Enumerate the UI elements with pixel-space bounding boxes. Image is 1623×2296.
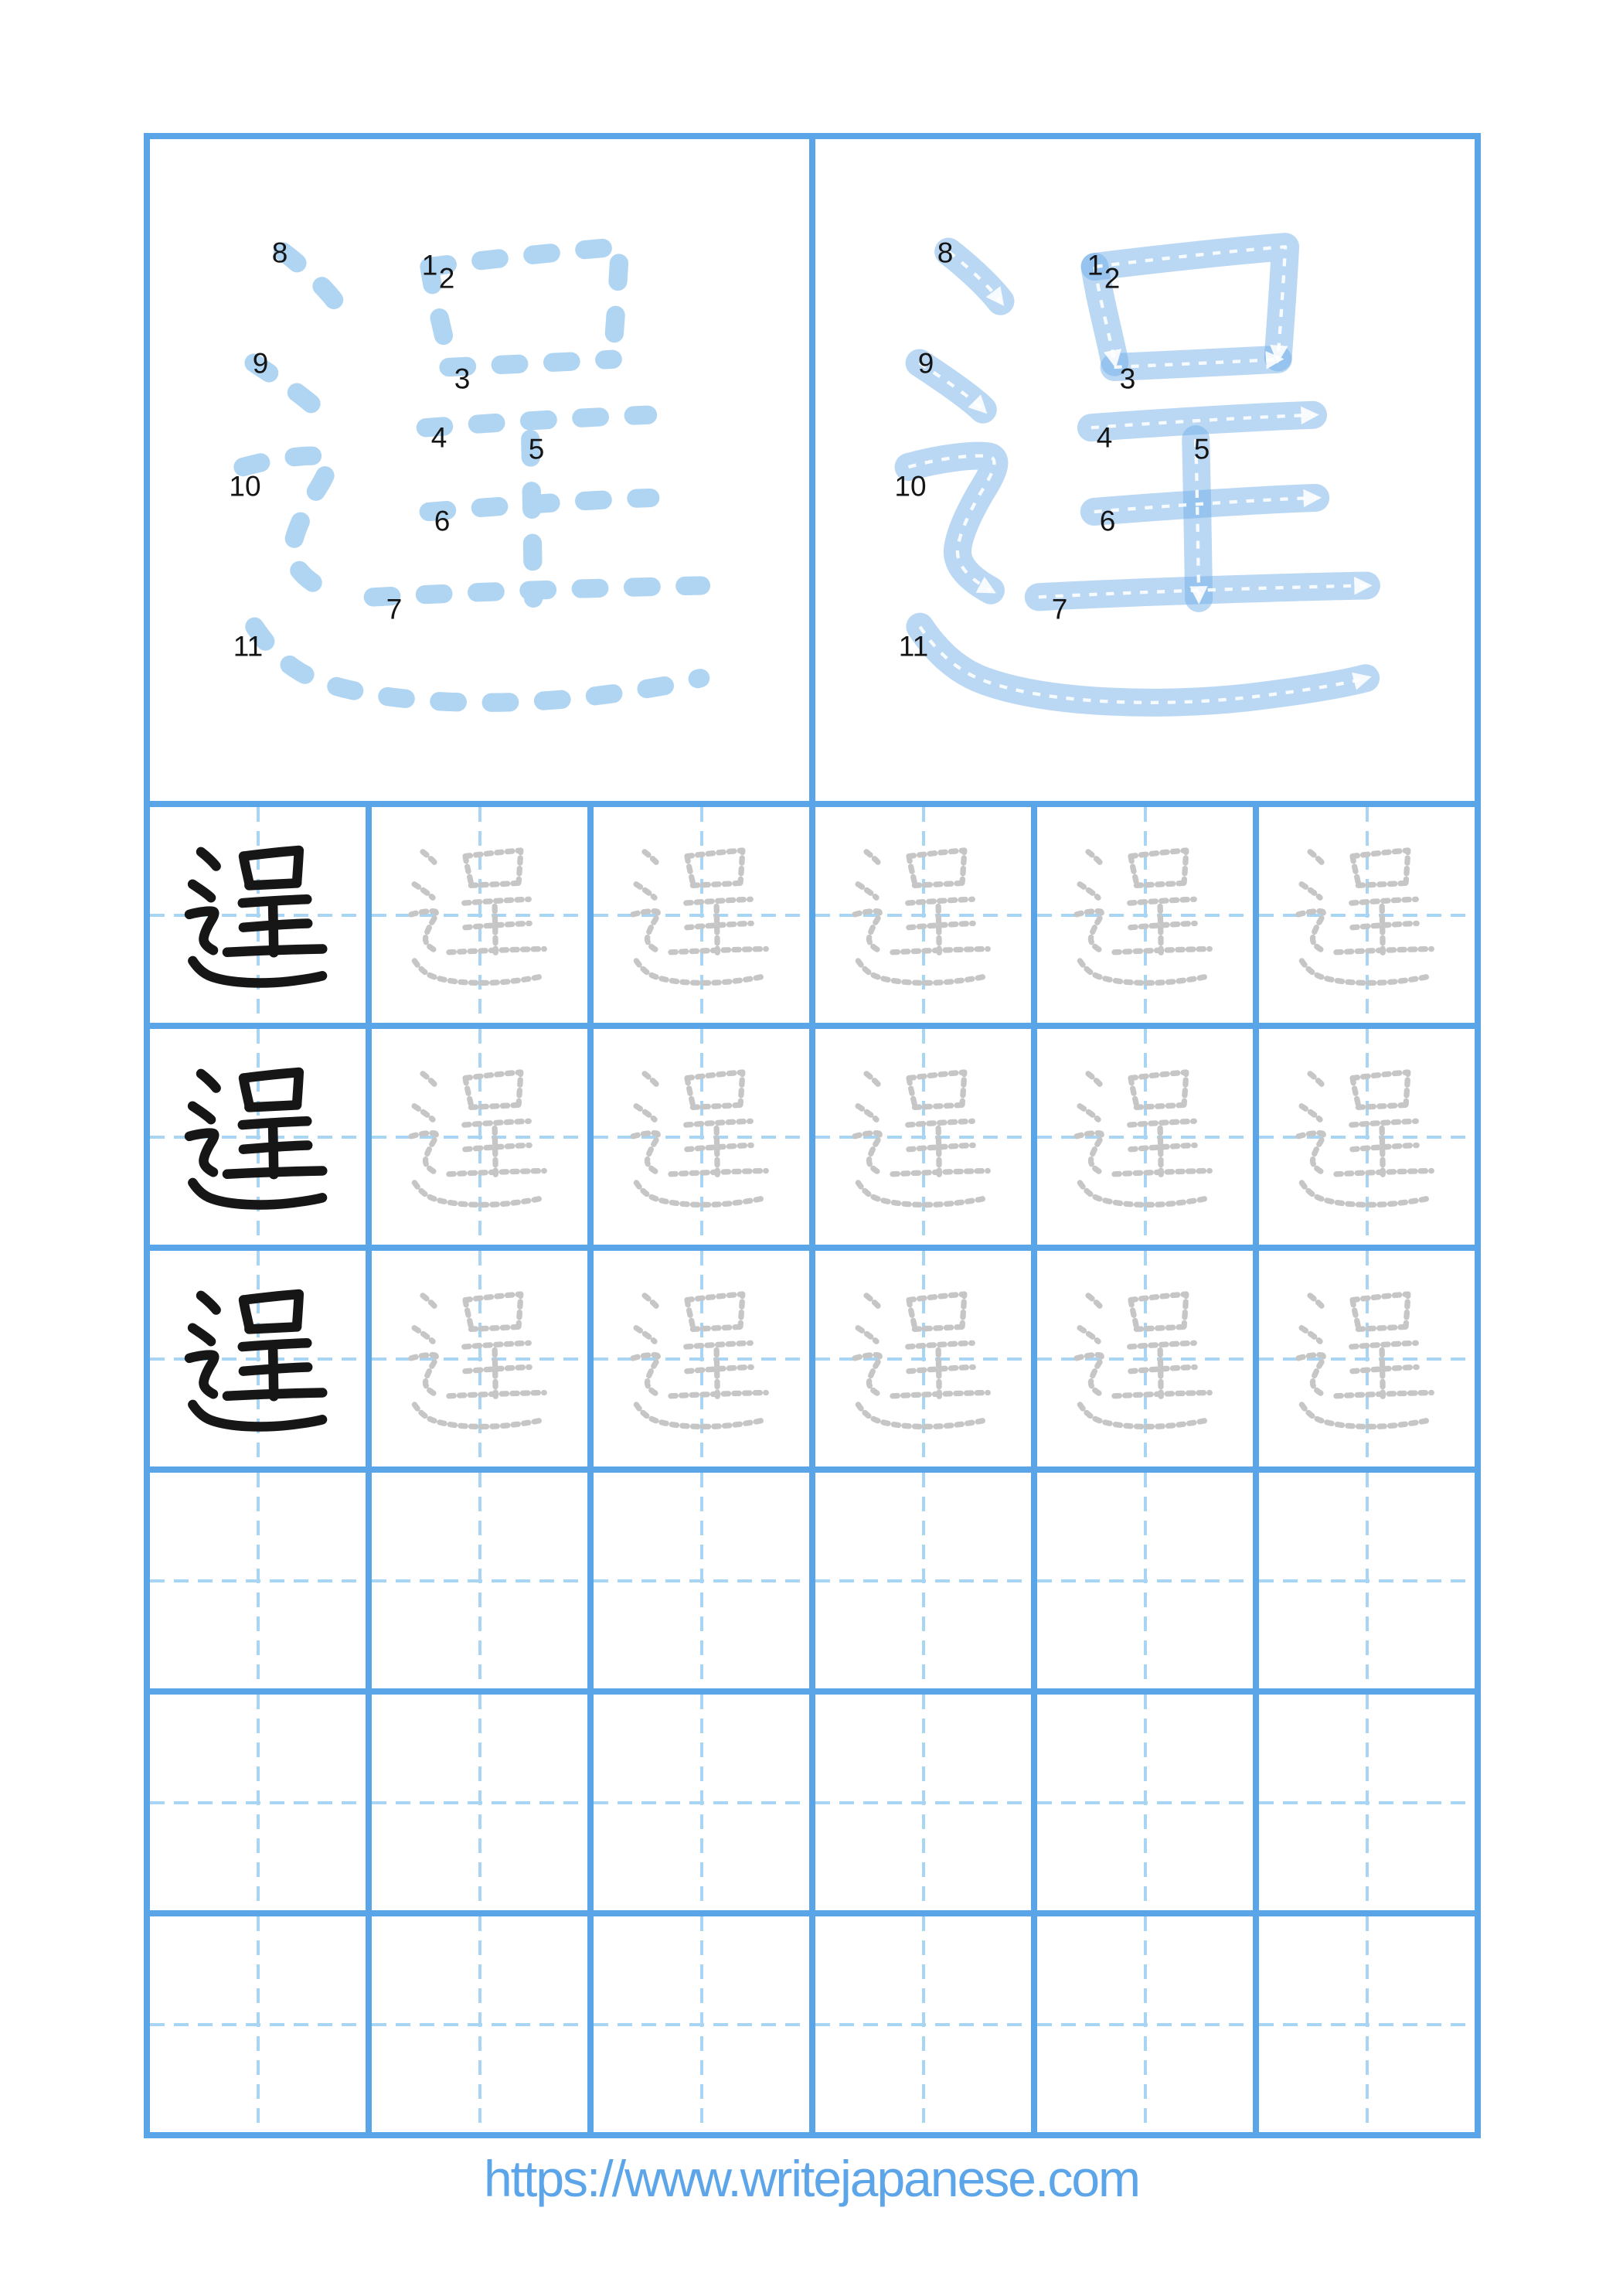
kanji-stroke-path (858, 960, 988, 983)
kanji-stroke-path (914, 1327, 962, 1329)
kanji-stroke-path (687, 1078, 693, 1105)
kanji-stroke-path (1335, 949, 1431, 952)
cell-guide-vertical (257, 1916, 260, 2132)
kanji-stroke-path (249, 883, 297, 885)
kanji-stroke-path (687, 850, 743, 883)
kanji-stroke-path (192, 960, 322, 983)
kanji-stroke-path (411, 1354, 436, 1394)
kanji-stroke-path (1352, 1300, 1359, 1327)
stroke-number-1: 1 (1087, 249, 1104, 281)
kanji-stroke-path (858, 1404, 988, 1426)
kanji-example-black (162, 1041, 354, 1233)
kanji-stroke-path (858, 1327, 876, 1341)
stroke-number-9: 9 (917, 347, 934, 380)
kanji-stroke-path (938, 906, 939, 952)
practice-cell-r5-c5 (1037, 1695, 1253, 1910)
kanji-stroke-path (464, 1121, 529, 1125)
cell-guide-vertical (700, 1473, 703, 1688)
kanji-stroke-path (692, 883, 740, 885)
kanji-example-black (162, 1263, 354, 1455)
stroke-number-8: 8 (937, 237, 954, 269)
kanji-stroke-path (426, 415, 648, 428)
kanji-stroke-path (1358, 1105, 1406, 1107)
kanji-stroke-path (686, 1343, 750, 1347)
practice-cell-r6-c3 (594, 1916, 809, 2132)
stroke-number-8: 8 (271, 237, 288, 269)
kanji-stroke-path (192, 1327, 211, 1341)
stroke-number-10: 10 (229, 470, 261, 502)
kanji-stroke-path (914, 1105, 962, 1107)
kanji-stroke-path (907, 1121, 972, 1125)
practice-cell-r2-c3 (594, 1029, 809, 1245)
kanji-stroke-path (1352, 923, 1416, 927)
kanji-stroke-path (1358, 1327, 1406, 1329)
kanji-stroke-path (192, 1404, 322, 1426)
kanji-stroke-path (1131, 1300, 1137, 1327)
kanji-stroke-path (855, 1354, 880, 1394)
stroke-number-9: 9 (252, 347, 269, 380)
kanji-stroke-path (670, 949, 765, 952)
kanji-stroke-path (866, 1073, 882, 1088)
kanji-stroke-path (1080, 1105, 1098, 1119)
practice-cell-r1-c2 (372, 807, 587, 1023)
kanji-trace-gray (1050, 1263, 1241, 1455)
kanji-trace-gray (384, 819, 576, 1011)
kanji-stroke-path (914, 883, 962, 885)
kanji-stroke-path (1088, 1295, 1104, 1310)
kanji-stroke-path (908, 1145, 972, 1149)
kanji-stroke-path (1129, 1121, 1194, 1125)
stroke-number-5: 5 (1193, 433, 1210, 465)
kanji-stroke-path (1301, 1105, 1320, 1119)
kanji-stroke-path (465, 1078, 471, 1105)
kanji-stroke-path (414, 1105, 433, 1119)
kanji-trace-gray (828, 819, 1019, 1011)
kanji-stroke-path (645, 1073, 660, 1088)
kanji-stroke-path (1352, 1145, 1416, 1149)
footer-url: https://www.writejapanese.com (483, 2150, 1140, 2207)
practice-cell-r3-c3 (594, 1251, 809, 1467)
stroke-number-3: 3 (1119, 363, 1136, 395)
kanji-stroke-path (687, 1072, 743, 1105)
kanji-trace-gray (606, 1041, 798, 1233)
kanji-stroke-path (1136, 1105, 1184, 1107)
cell-guide-vertical (700, 1916, 703, 2132)
kanji-stroke-path (1077, 1133, 1101, 1172)
practice-cell-r3-c2 (372, 1251, 587, 1467)
practice-cell-r4-c5 (1037, 1473, 1253, 1688)
kanji-stroke-path (449, 359, 613, 367)
kanji-stroke-path (716, 906, 717, 952)
kanji-stroke-path (1351, 1121, 1416, 1125)
kanji-stroke-path (243, 923, 307, 927)
kanji-stroke-path (692, 1327, 740, 1329)
kanji-stroke-path (1298, 1354, 1323, 1394)
kanji-stroke-path (254, 627, 700, 703)
kanji-stroke-path (1088, 851, 1104, 866)
kanji-stroke-path (249, 1327, 297, 1329)
kanji-stroke-path (448, 949, 543, 952)
kanji-stroke-path (414, 1327, 433, 1341)
kanji-stroke-path (1131, 850, 1186, 883)
kanji-stroke-path (1351, 1343, 1416, 1347)
kanji-stroke-path (192, 884, 211, 898)
kanji-trace-gray (1050, 819, 1241, 1011)
practice-cell-r5-c6 (1259, 1695, 1475, 1910)
kanji-stroke-path (855, 911, 880, 950)
kanji-stroke-path (636, 1327, 655, 1341)
kanji-stroke-path (1352, 1367, 1416, 1371)
cell-guide-vertical (257, 1695, 260, 1910)
kanji-trace-gray (384, 1041, 576, 1233)
kanji-stroke-path (1129, 1343, 1194, 1347)
practice-cell-r4-c1 (150, 1473, 366, 1688)
practice-cell-r5-c3 (594, 1695, 809, 1910)
kanji-stroke-path (1160, 906, 1161, 952)
kanji-stroke-path (907, 899, 972, 903)
stroke-number-4: 4 (430, 421, 447, 454)
kanji-stroke-path (909, 856, 915, 884)
kanji-stroke-path (411, 911, 436, 950)
practice-cell-r5-c4 (815, 1695, 1031, 1910)
kanji-stroke-path (892, 1170, 987, 1174)
kanji-stroke-path (471, 1327, 519, 1329)
stroke-number-5: 5 (528, 433, 545, 465)
kanji-stroke-path (1130, 923, 1194, 927)
kanji-stroke-path (716, 1128, 717, 1174)
kanji-trace-gray (1050, 1041, 1241, 1233)
kanji-stroke-path (907, 1343, 972, 1347)
practice-cell-r5-c2 (372, 1695, 587, 1910)
practice-cell-r4-c4 (815, 1473, 1031, 1688)
kanji-example-black (162, 819, 354, 1011)
kanji-stroke-path (1114, 1392, 1209, 1395)
kanji-stroke-path (192, 1105, 211, 1119)
cell-guide-vertical (1366, 1473, 1369, 1688)
kanji-stroke-path (1114, 1170, 1209, 1174)
stroke-number-7: 7 (1051, 593, 1068, 625)
cell-guide-vertical (1144, 1916, 1147, 2132)
kanji-stroke-path (226, 949, 322, 952)
practice-cell-r1-c3 (594, 807, 809, 1023)
kanji-stroke-path (201, 1295, 216, 1310)
kanji-stroke-path (1131, 1078, 1137, 1105)
stroke-number-6: 6 (1099, 505, 1116, 537)
kanji-stroke-path (636, 960, 766, 983)
kanji-stroke-path (858, 1105, 876, 1119)
kanji-stroke-path (908, 1367, 972, 1371)
kanji-stroke-path (938, 1128, 939, 1174)
kanji-stroke-path (465, 1072, 521, 1105)
practice-cell-r6-c5 (1037, 1916, 1253, 2132)
cell-guide-vertical (1144, 1473, 1147, 1688)
kanji-stroke-path (243, 1367, 307, 1371)
cell-guide-vertical (1366, 1695, 1369, 1910)
kanji-stroke-path (636, 1105, 655, 1119)
stroke-order-section (144, 133, 1481, 807)
kanji-stroke-path (633, 1354, 658, 1394)
kanji-stroke-path (1114, 949, 1209, 952)
kanji-stroke-path (189, 1354, 214, 1394)
cell-guide-vertical (478, 1473, 481, 1688)
kanji-trace-gray (384, 1263, 576, 1455)
kanji-trace-gray (828, 1263, 1019, 1455)
kanji-stroke-path (1301, 1327, 1320, 1341)
kanji-stroke-path (1358, 883, 1406, 885)
cell-guide-vertical (257, 1473, 260, 1688)
kanji-stroke-path (464, 1343, 529, 1347)
kanji-stroke-path (1382, 1350, 1383, 1396)
kanji-stroke-path (938, 1350, 939, 1396)
kanji-stroke-path (1352, 1078, 1359, 1105)
stroke-number-7: 7 (386, 593, 403, 625)
kanji-stroke-path (1298, 1133, 1323, 1172)
kanji-stroke-path (1301, 960, 1431, 983)
practice-cell-r2-c6 (1259, 1029, 1475, 1245)
kanji-stroke-path (1160, 1128, 1161, 1174)
kanji-stroke-path (1335, 1392, 1431, 1395)
stroke-order-diagram-dashed (150, 139, 809, 801)
kanji-stroke-path (471, 1105, 519, 1107)
kanji-stroke-path (636, 1182, 766, 1204)
practice-cell-r2-c2 (372, 1029, 587, 1245)
kanji-stroke-path (1352, 850, 1408, 883)
kanji-stroke-path (1335, 1170, 1431, 1174)
stroke-number-11: 11 (898, 630, 929, 663)
kanji-stroke-path (414, 960, 544, 983)
practice-cell-r5-c1 (150, 1695, 366, 1910)
stroke-number-6: 6 (434, 505, 451, 537)
kanji-stroke-path (909, 1300, 915, 1327)
kanji-stroke-path (249, 1105, 297, 1107)
kanji-stroke-path (429, 498, 650, 512)
kanji-stroke-path (1131, 856, 1137, 884)
kanji-stroke-path (192, 1182, 322, 1204)
kanji-stroke-path (423, 1073, 438, 1088)
kanji-trace-gray (1271, 819, 1463, 1011)
practice-cell-r4-c2 (372, 1473, 587, 1688)
kanji-stroke-path (1080, 1182, 1210, 1204)
stroke-number-11: 11 (233, 630, 264, 663)
kanji-stroke-path (645, 851, 660, 866)
kanji-stroke-path (464, 923, 529, 927)
kanji-stroke-path (1136, 883, 1184, 885)
kanji-stroke-path (909, 1294, 965, 1327)
kanji-stroke-path (633, 1133, 658, 1172)
kanji-stroke-path (645, 1295, 660, 1310)
practice-cell-r3-c5 (1037, 1251, 1253, 1467)
kanji-stroke-path (1301, 884, 1320, 898)
kanji-stroke-path (243, 1145, 307, 1149)
kanji-stroke-path (909, 850, 965, 883)
kanji-trace-gray (1271, 1263, 1463, 1455)
kanji-stroke-path (283, 251, 335, 301)
kanji-stroke-path (448, 1392, 543, 1395)
practice-cell-r4-c6 (1259, 1473, 1475, 1688)
cell-guide-vertical (478, 1695, 481, 1910)
kanji-stroke-path (1088, 1073, 1104, 1088)
practice-cell-r2-c5 (1037, 1029, 1253, 1245)
kanji-stroke-path (716, 1350, 717, 1396)
kanji-stroke-path (1080, 1327, 1098, 1341)
kanji-stroke-path (465, 1300, 471, 1327)
cell-guide-vertical (1144, 1695, 1147, 1910)
kanji-stroke-path (189, 911, 214, 950)
kanji-stroke-path (920, 627, 1366, 703)
practice-cell-r6-c6 (1259, 1916, 1475, 2132)
kanji-stroke-path (423, 851, 438, 866)
kanji-stroke-path (201, 851, 216, 866)
kanji-stroke-path (1351, 899, 1416, 903)
kanji-stroke-path (1352, 1072, 1408, 1105)
kanji-stroke-path (471, 883, 519, 885)
kanji-stroke-path (1080, 1404, 1210, 1426)
kanji-stroke-path (633, 911, 658, 950)
kanji-stroke-path (465, 850, 521, 883)
kanji-stroke-path (1077, 911, 1101, 950)
stroke-number-2: 2 (1104, 262, 1121, 295)
kanji-stroke-path (687, 1294, 743, 1327)
kanji-trace-gray (606, 819, 798, 1011)
kanji-stroke-path (892, 1392, 987, 1395)
stroke-number-1: 1 (421, 249, 438, 281)
kanji-stroke-path (686, 1145, 750, 1149)
kanji-stroke-path (423, 1295, 438, 1310)
kanji-stroke-path (1129, 899, 1194, 903)
kanji-stroke-path (909, 1072, 965, 1105)
kanji-stroke-path (464, 899, 529, 903)
practice-cell-r1-c1 (150, 807, 366, 1023)
kanji-stroke-path (686, 1367, 750, 1371)
kanji-stroke-path (1136, 1327, 1184, 1329)
stroke-number-3: 3 (454, 363, 471, 395)
kanji-stroke-path (1080, 960, 1210, 983)
kanji-stroke-path (1131, 1294, 1186, 1327)
kanji-stroke-path (189, 1133, 214, 1172)
kanji-stroke-path (858, 884, 876, 898)
kanji-stroke-path (636, 1404, 766, 1426)
kanji-stroke-path (692, 1105, 740, 1107)
kanji-stroke-path (414, 1182, 544, 1204)
kanji-stroke-path (1077, 1354, 1101, 1394)
kanji-stroke-path (448, 1170, 543, 1174)
kanji-stroke-path (373, 585, 701, 597)
kanji-stroke-path (1298, 911, 1323, 950)
kanji-stroke-path (909, 1078, 915, 1105)
practice-cell-r3-c1 (150, 1251, 366, 1467)
kanji-stroke-path (1130, 1145, 1194, 1149)
kanji-stroke-path (855, 1133, 880, 1172)
practice-cell-r3-c6 (1259, 1251, 1475, 1467)
cell-guide-vertical (922, 1916, 925, 2132)
kanji-stroke-path (1382, 1128, 1383, 1174)
kanji-stroke-path (687, 1300, 693, 1327)
kanji-stroke-path (686, 923, 750, 927)
kanji-trace-gray (828, 1041, 1019, 1233)
kanji-stroke-path (226, 1170, 322, 1174)
kanji-stroke-path (464, 1145, 529, 1149)
kanji-stroke-path (464, 1367, 529, 1371)
kanji-stroke-path (1352, 856, 1359, 884)
kanji-trace-gray (1271, 1041, 1463, 1233)
kanji-stroke-path (226, 1392, 322, 1395)
cell-guide-vertical (478, 1916, 481, 2132)
stroke-number-10: 10 (894, 470, 927, 502)
kanji-stroke-path (1301, 1182, 1431, 1204)
practice-cell-r2-c1 (150, 1029, 366, 1245)
kanji-stroke-path (201, 1073, 216, 1088)
kanji-stroke-path (1352, 1294, 1408, 1327)
kanji-stroke-path (687, 856, 693, 884)
practice-cell-r4-c3 (594, 1473, 809, 1688)
kanji-stroke-path (866, 1295, 882, 1310)
kanji-stroke-path (948, 251, 1000, 301)
practice-cell-r6-c1 (150, 1916, 366, 2132)
practice-cell-r1-c4 (815, 807, 1031, 1023)
practice-cell-r1-c6 (1259, 807, 1475, 1023)
cell-guide-vertical (922, 1695, 925, 1910)
kanji-stroke-path (414, 1404, 544, 1426)
practice-cell-r6-c2 (372, 1916, 587, 2132)
kanji-stroke-path (1382, 906, 1383, 952)
kanji-stroke-path (686, 1121, 750, 1125)
stroke-order-diagram-guide (815, 139, 1475, 801)
kanji-stroke-path (1310, 851, 1325, 866)
practice-cell-r1-c5 (1037, 807, 1253, 1023)
kanji-stroke-path (892, 949, 987, 952)
stroke-number-2: 2 (438, 262, 455, 295)
practice-cell-r3-c4 (815, 1251, 1031, 1467)
kanji-stroke-path (670, 1392, 765, 1395)
kanji-stroke-path (636, 884, 655, 898)
cell-guide-vertical (1366, 1916, 1369, 2132)
cell-guide-vertical (700, 1695, 703, 1910)
kanji-stroke-path (858, 1182, 988, 1204)
cell-guide-vertical (922, 1473, 925, 1688)
kanji-stroke-path (1131, 1072, 1186, 1105)
kanji-trace-gray (606, 1263, 798, 1455)
kanji-stroke-path (1130, 1367, 1194, 1371)
stroke-number-4: 4 (1096, 421, 1113, 454)
kanji-stroke-path (411, 1133, 436, 1172)
kanji-stroke-path (1301, 1404, 1431, 1426)
kanji-stroke-path (1160, 1350, 1161, 1396)
practice-grid (144, 801, 1481, 2138)
kanji-stroke-path (1310, 1295, 1325, 1310)
kanji-stroke-path (866, 851, 882, 866)
kanji-stroke-path (465, 856, 471, 884)
kanji-stroke-path (414, 884, 433, 898)
kanji-stroke-path (908, 923, 972, 927)
practice-cell-r6-c4 (815, 1916, 1031, 2132)
kanji-stroke-path (1310, 1073, 1325, 1088)
kanji-stroke-path (430, 247, 621, 357)
practice-cell-r2-c4 (815, 1029, 1031, 1245)
kanji-stroke-path (686, 899, 750, 903)
kanji-stroke-path (465, 1294, 521, 1327)
kanji-stroke-path (1080, 884, 1098, 898)
kanji-stroke-path (670, 1170, 765, 1174)
